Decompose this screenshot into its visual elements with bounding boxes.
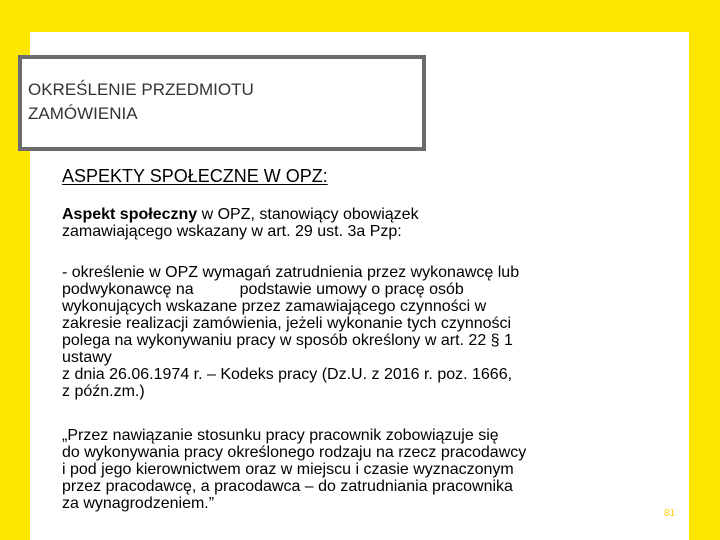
paragraph-quote	[62, 427, 652, 512]
paragraph-aspect	[62, 206, 652, 240]
paragraph-line: zakresie realizacji zamówienia, jeżeli wykonanie tych czynności	[62, 315, 512, 332]
paragraph-text: podwykonawcę na	[62, 281, 194, 298]
paragraph-line: ustawy	[62, 349, 112, 366]
section-heading: ASPEKTY SPOŁECZNE W OPZ:	[62, 166, 328, 186]
title-line-1: OKREŚLENIE PRZEDMIOTU	[28, 80, 254, 99]
paragraph-requirement	[62, 264, 652, 400]
paragraph-text: w OPZ, stanowiący obowiązek	[197, 206, 419, 223]
paragraph-line: z dnia 26.06.1974 r. – Kodeks pracy (Dz.U. z 2016 r. poz. 1666,	[62, 366, 513, 383]
slide-title	[28, 78, 418, 126]
paragraph-line	[62, 206, 652, 223]
paragraph-text: podstawie umowy o pracę osób	[239, 281, 464, 298]
paragraph-line: do wykonywania pracy określonego rodzaju na rzecz pracodawcy	[62, 444, 527, 461]
paragraph-line: przez pracodawcę, a pracodawca – do zatrudniania pracownika	[62, 478, 513, 495]
paragraph-line	[62, 281, 652, 298]
paragraph-line: „Przez nawiązanie stosunku pracy pracownik zobowiązuje się	[62, 427, 499, 444]
bold-term: Aspekt społeczny	[62, 206, 198, 223]
paragraph-line: - określenie w OPZ wymagań zatrudnienia przez wykonawcę lub	[62, 264, 520, 281]
paragraph-line: za wynagrodzeniem.”	[62, 495, 215, 512]
paragraph-line: polega na wykonywaniu pracy w sposób określony w art. 22 § 1	[62, 332, 513, 349]
paragraph-line: zamawiającego wskazany w art. 29 ust. 3a Pzp:	[62, 223, 402, 240]
title-line-2: ZAMÓWIENIA	[28, 104, 138, 123]
paragraph-line: i pod jego kierownictwem oraz w miejscu i czasie wyznaczonym	[62, 461, 514, 478]
paragraph-line: wykonujących wskazane przez zamawiającego czynności w	[62, 298, 487, 315]
page-number: 81	[664, 508, 676, 519]
paragraph-line: z późn.zm.)	[62, 383, 145, 400]
